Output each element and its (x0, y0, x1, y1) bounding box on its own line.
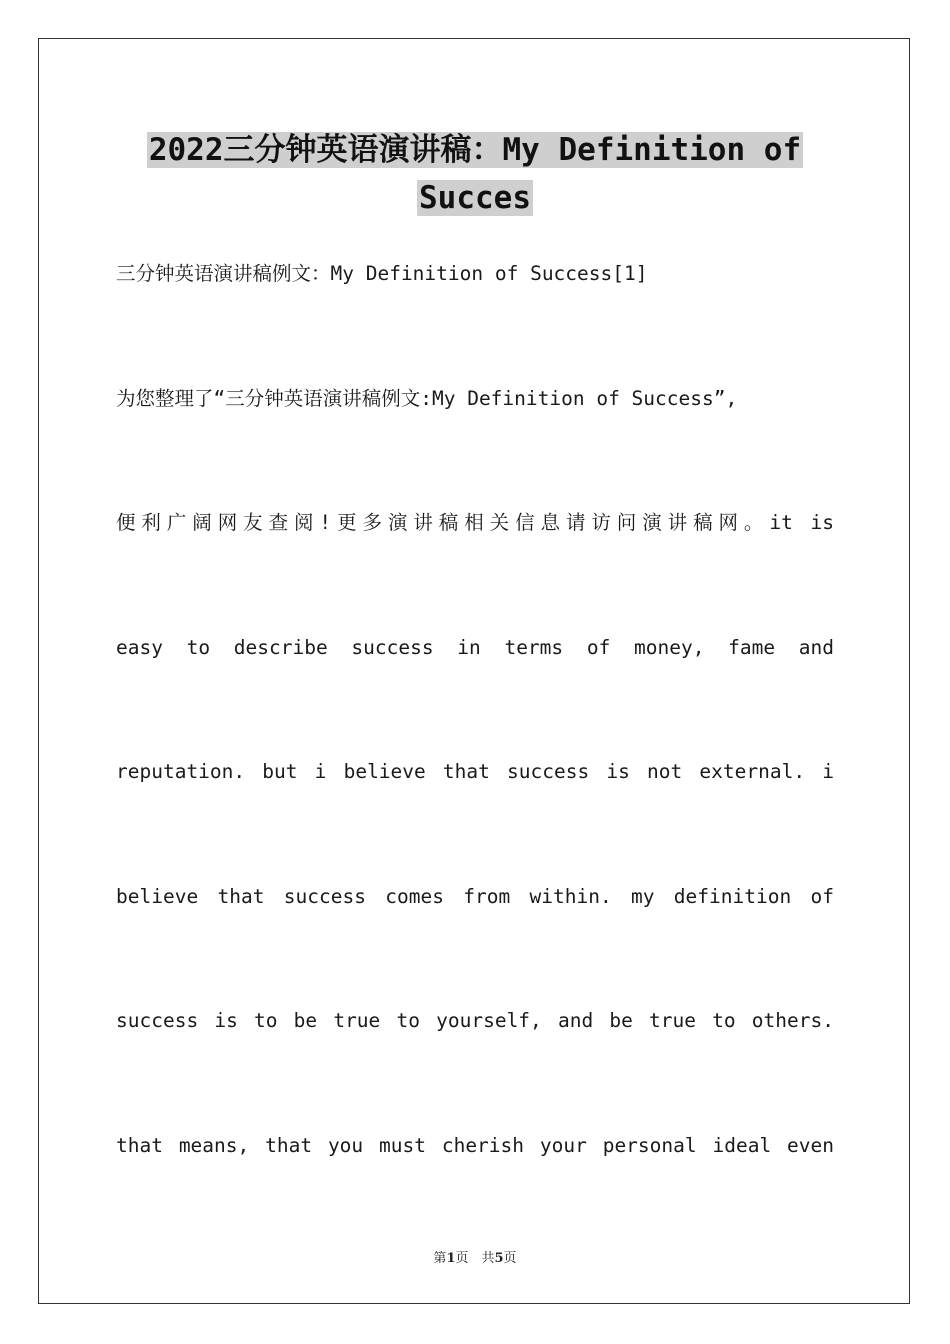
body-line: reputation. but i believe that success is not external. i (116, 760, 834, 783)
footer-page-number: 1 (446, 1251, 456, 1266)
footer-suffix: 页 (503, 1251, 517, 1266)
body-line: 为您整理了“三分钟英语演讲稿例文:My Definition of Success”, (116, 387, 738, 410)
paragraph-heading: 三分钟英语演讲稿例文：My Definition of Success[1] (116, 262, 648, 285)
body-line: that means, that you must cherish your personal ideal even (116, 1134, 834, 1157)
body-line: success is to be true to yourself, and be true to others. (116, 1009, 834, 1032)
title-line-2: Succes (419, 180, 531, 216)
footer-prefix: 第 (433, 1251, 447, 1266)
footer-middle: 页 共 (455, 1251, 495, 1266)
footer-page-total: 5 (494, 1251, 504, 1266)
document-title (60, 126, 890, 222)
body-line: 便利广阔网友查阅!更多演讲稿相关信息请访问演讲稿网。it is (116, 511, 834, 534)
body-line: easy to describe success in terms of money, fame and (116, 636, 834, 659)
body-line: believe that success comes from within. my definition of (116, 885, 834, 908)
page-border (38, 38, 910, 1304)
title-line-1: 2022三分钟英语演讲稿：My Definition of (148, 132, 802, 168)
page-footer (0, 1247, 950, 1266)
